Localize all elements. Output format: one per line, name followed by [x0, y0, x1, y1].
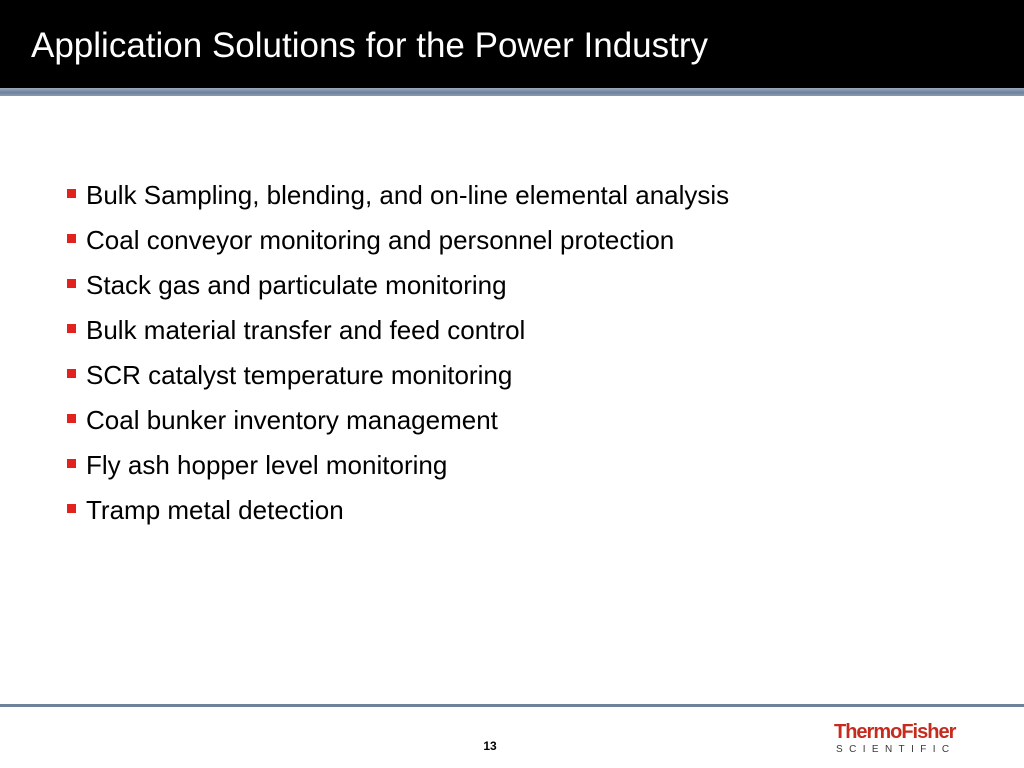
- page-number: 13: [483, 739, 497, 753]
- bullet-item: [65, 443, 729, 488]
- bullet-item: [65, 488, 729, 533]
- bullet-item: [65, 218, 729, 263]
- bullet-text: Stack gas and particulate monitoring: [86, 270, 507, 300]
- logo-wordmark: ThermoFisher: [834, 721, 956, 743]
- red-square-bullet-icon: [67, 369, 76, 378]
- logo-subline: SCIENTIFIC: [836, 744, 956, 755]
- bullet-item: [65, 173, 729, 218]
- bullet-text: Bulk material transfer and feed control: [86, 315, 526, 345]
- bullet-item: [65, 398, 729, 443]
- bullet-text: Tramp metal detection: [86, 495, 344, 525]
- red-square-bullet-icon: [67, 414, 76, 423]
- bullet-text: Coal bunker inventory management: [86, 405, 498, 435]
- bullet-item: [65, 263, 729, 308]
- slide-title: Application Solutions for the Power Industry: [31, 26, 709, 65]
- bullet-item: [65, 308, 729, 353]
- bullet-text: Coal conveyor monitoring and personnel protection: [86, 225, 675, 255]
- bullet-text: Fly ash hopper level monitoring: [86, 450, 448, 480]
- bullet-item: [65, 353, 729, 398]
- bullet-text: Bulk Sampling, blending, and on-line elemental analysis: [86, 180, 730, 210]
- title-bar: [0, 0, 1024, 88]
- footer-divider: [0, 704, 1024, 707]
- red-square-bullet-icon: [67, 324, 76, 333]
- red-square-bullet-icon: [67, 279, 76, 288]
- red-square-bullet-icon: [67, 234, 76, 243]
- thermo-fisher-logo: [832, 721, 977, 757]
- title-divider: [0, 88, 1024, 96]
- red-square-bullet-icon: [67, 459, 76, 468]
- bullet-list: [65, 173, 729, 533]
- bullet-text: SCR catalyst temperature monitoring: [86, 360, 513, 390]
- red-square-bullet-icon: [67, 504, 76, 513]
- red-square-bullet-icon: [67, 189, 76, 198]
